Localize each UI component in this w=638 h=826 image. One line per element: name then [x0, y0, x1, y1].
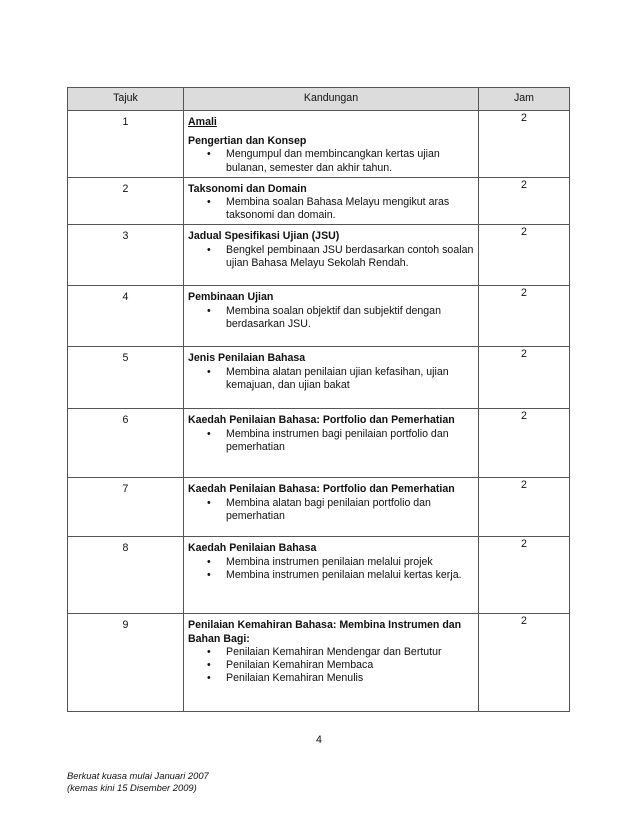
bullet-list [188, 196, 474, 222]
row-hours: 2 [479, 537, 570, 614]
bullet-list [188, 497, 474, 523]
row-number: 9 [68, 614, 184, 712]
topic-title: Kaedah Penilaian Bahasa: Portfolio dan Pemerhatian [188, 483, 455, 496]
topic-title: Kaedah Penilaian Bahasa [188, 542, 317, 555]
bullet-list [188, 428, 474, 454]
list-item [188, 366, 474, 392]
row-content [184, 286, 479, 347]
row-number: 3 [68, 225, 184, 286]
row-hours: 2 [479, 614, 570, 712]
bullet-text: Membina soalan objektif dan subjektif dengan berdasarkan JSU. [226, 304, 441, 330]
header-kandungan: Kandungan [184, 88, 479, 111]
row-content [184, 347, 479, 409]
topic-title: Jenis Penilaian Bahasa [188, 352, 306, 365]
header-jam: Jam [479, 88, 570, 111]
table-row [68, 347, 570, 409]
topic-title: Kaedah Penilaian Bahasa: Portfolio dan Pemerhatian [188, 414, 455, 427]
bullet-text: Membina instrumen penilaian melalui kertas kerja. [226, 568, 462, 581]
header-tajuk: Tajuk [68, 88, 184, 111]
bullet-icon: • [207, 496, 211, 509]
list-item [188, 196, 474, 222]
row-hours: 2 [479, 347, 570, 409]
bullet-list [188, 556, 474, 582]
row-hours: 2 [479, 177, 570, 225]
row-hours: 2 [479, 409, 570, 478]
row-content [184, 111, 479, 178]
table-header-row [68, 88, 570, 111]
bullet-icon: • [207, 427, 211, 440]
bullet-text: Mengumpul dan membincangkan kertas ujian bulanan, semester dan akhir tahun. [226, 148, 440, 174]
row-hours: 2 [479, 225, 570, 286]
row-content [184, 225, 479, 286]
bullet-icon: • [207, 555, 211, 568]
topic-title: Penilaian Kemahiran Bahasa: Membina Instrumen dan Bahan Bagi: [188, 619, 462, 645]
table-row [68, 286, 570, 347]
topic-title: Taksonomi dan Domain [188, 182, 307, 195]
bullet-text: Membina alatan penilaian ujian kefasihan, ujian kemajuan, dan ujian bakat [226, 365, 449, 391]
table-row [68, 537, 570, 614]
bullet-icon: • [207, 659, 211, 672]
row-content [184, 614, 479, 712]
list-item [188, 305, 474, 331]
list-item [188, 569, 474, 582]
bullet-text: Membina instrumen bagi penilaian portfolio dan pemerhatian [226, 427, 449, 453]
list-item [188, 497, 474, 523]
bullet-list [188, 366, 474, 392]
list-item [188, 148, 474, 174]
list-item [188, 659, 474, 672]
table-row [68, 177, 570, 225]
page-number: 4 [316, 734, 322, 746]
table-row [68, 111, 570, 178]
bullet-text: Penilaian Kemahiran Mendengar dan Bertutur [226, 645, 442, 658]
footer-line-effective: Berkuat kuasa mulai Januari 2007 [67, 770, 209, 781]
list-item [188, 646, 474, 659]
table-row [68, 225, 570, 286]
bullet-icon: • [207, 243, 211, 256]
row-number: 6 [68, 409, 184, 478]
bullet-text: Penilaian Kemahiran Menulis [226, 672, 364, 685]
bullet-list [188, 244, 474, 270]
row-content [184, 537, 479, 614]
bullet-text: Penilaian Kemahiran Membaca [226, 659, 374, 672]
list-item [188, 672, 474, 685]
table-row [68, 614, 570, 712]
bullet-icon: • [207, 304, 211, 317]
row-hours: 2 [479, 478, 570, 537]
bullet-list [188, 646, 474, 686]
footer-line-updated: (kemas kini 15 Disember 2009) [67, 781, 197, 793]
row-number: 4 [68, 286, 184, 347]
list-item [188, 556, 474, 569]
bullet-icon: • [207, 672, 211, 685]
bullet-icon: • [207, 568, 211, 581]
row-number: 8 [68, 537, 184, 614]
row-content [184, 177, 479, 225]
topic-title: Amali [188, 116, 217, 128]
syllabus-table [67, 87, 570, 712]
bullet-list [188, 148, 474, 174]
row-number: 1 [68, 111, 184, 178]
row-hours: 2 [479, 286, 570, 347]
bullet-icon: • [207, 196, 211, 209]
footer-note [67, 770, 209, 793]
bullet-text: Membina soalan Bahasa Melayu mengikut aras taksonomi dan domain. [226, 196, 450, 222]
bullet-list [188, 305, 474, 331]
table-row [68, 409, 570, 478]
topic-subtitle: Pengertian dan Konsep [188, 135, 307, 148]
table-row [68, 478, 570, 537]
topic-title: Jadual Spesifikasi Ujian (JSU) [188, 230, 340, 243]
bullet-text: Membina instrumen penilaian melalui projek [226, 555, 433, 568]
topic-title: Pembinaan Ujian [188, 291, 274, 304]
row-hours: 2 [479, 111, 570, 178]
row-content [184, 478, 479, 537]
row-number: 2 [68, 177, 184, 225]
row-content [184, 409, 479, 478]
row-number: 5 [68, 347, 184, 409]
bullet-icon: • [207, 148, 211, 161]
bullet-text: Bengkel pembinaan JSU berdasarkan contoh soalan ujian Bahasa Melayu Sekolah Rendah. [226, 243, 474, 269]
list-item [188, 428, 474, 454]
list-item [188, 244, 474, 270]
bullet-icon: • [207, 365, 211, 378]
bullet-icon: • [207, 645, 211, 658]
row-number: 7 [68, 478, 184, 537]
bullet-text: Membina alatan bagi penilaian portfolio dan pemerhatian [226, 496, 431, 522]
